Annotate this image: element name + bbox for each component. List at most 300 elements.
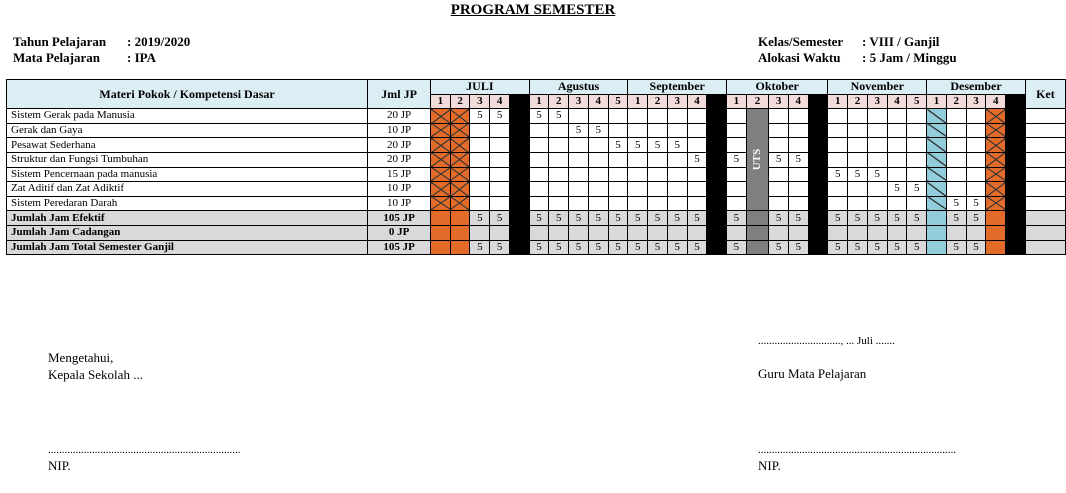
hours-cell xyxy=(966,123,986,138)
hours-cell xyxy=(828,138,848,153)
uts-cell xyxy=(746,240,768,255)
hours-cell xyxy=(687,225,707,240)
non-effective-cell xyxy=(431,196,451,211)
left-nip: NIP. xyxy=(48,458,71,473)
summary-row xyxy=(7,240,1066,255)
hours-cell: 5 xyxy=(588,240,608,255)
hours-cell xyxy=(1025,138,1065,153)
holiday-cell xyxy=(1006,167,1026,182)
hours-cell xyxy=(667,167,687,182)
header-week: 4 xyxy=(788,94,808,109)
hours-cell xyxy=(907,138,927,153)
hours-cell: 5 xyxy=(490,240,510,255)
hours-cell xyxy=(727,123,747,138)
header-week: 3 xyxy=(569,94,589,109)
info-value: : 2019/2020 xyxy=(127,34,191,49)
hours-cell xyxy=(1025,123,1065,138)
hours-cell: 5 xyxy=(490,211,510,226)
hours-cell: 5 xyxy=(828,211,848,226)
hours-cell xyxy=(490,196,510,211)
hours-cell xyxy=(588,152,608,167)
header-month: Agustus xyxy=(529,80,628,95)
holiday-cell xyxy=(808,182,828,197)
holiday-cell xyxy=(509,94,529,109)
jml-jp-cell: 10 JP xyxy=(368,182,431,197)
hours-cell xyxy=(727,225,747,240)
hours-cell: 5 xyxy=(788,211,808,226)
non-effective-cell xyxy=(986,109,1006,124)
holiday-cell xyxy=(1006,138,1026,153)
header-week: 3 xyxy=(867,94,887,109)
hours-cell xyxy=(788,196,808,211)
info-label: Kelas/Semester xyxy=(758,34,844,49)
hours-cell xyxy=(907,152,927,167)
hours-cell xyxy=(887,225,907,240)
semester-exam-cell xyxy=(927,138,947,153)
hours-cell xyxy=(1025,211,1065,226)
hours-cell xyxy=(867,225,887,240)
hours-cell xyxy=(946,152,966,167)
jml-jp-cell: 20 JP xyxy=(368,138,431,153)
hours-cell: 5 xyxy=(867,211,887,226)
non-effective-cell xyxy=(450,109,470,124)
hours-cell xyxy=(946,138,966,153)
holiday-cell xyxy=(707,225,727,240)
materi-cell: Sistem Pencernaan pada manusia xyxy=(7,167,368,182)
header-week: 3 xyxy=(769,94,789,109)
hours-cell xyxy=(966,138,986,153)
jml-jp-cell: 105 JP xyxy=(368,211,431,226)
holiday-cell xyxy=(1006,152,1026,167)
semester-exam-cell xyxy=(927,211,947,226)
hours-cell xyxy=(588,196,608,211)
non-effective-cell xyxy=(450,123,470,138)
hours-cell xyxy=(887,123,907,138)
hours-cell xyxy=(788,167,808,182)
non-effective-cell xyxy=(431,225,451,240)
hours-cell xyxy=(867,123,887,138)
holiday-cell xyxy=(509,138,529,153)
hours-cell xyxy=(667,182,687,197)
hours-cell: 5 xyxy=(769,152,789,167)
hours-cell xyxy=(946,225,966,240)
hours-cell xyxy=(966,109,986,124)
hours-cell: 5 xyxy=(549,211,569,226)
hours-cell xyxy=(549,138,569,153)
hours-cell xyxy=(569,138,589,153)
hours-cell: 5 xyxy=(907,211,927,226)
holiday-cell xyxy=(1006,109,1026,124)
hours-cell xyxy=(1025,240,1065,255)
holiday-cell xyxy=(1006,94,1026,109)
hours-cell: 5 xyxy=(648,138,668,153)
hours-cell: 5 xyxy=(946,211,966,226)
hours-cell xyxy=(529,138,549,153)
header-week: 3 xyxy=(966,94,986,109)
hours-cell xyxy=(490,123,510,138)
hours-cell: 5 xyxy=(608,211,628,226)
hours-cell xyxy=(648,225,668,240)
info-label: Tahun Pelajaran xyxy=(13,34,107,49)
hours-cell xyxy=(788,109,808,124)
hours-cell xyxy=(608,225,628,240)
principal-label: Kepala Sekolah ... xyxy=(48,367,143,382)
right-signature-line: ........................................................................ xyxy=(758,444,956,456)
jml-jp-cell: 20 JP xyxy=(368,109,431,124)
right-nip: NIP. xyxy=(758,458,781,473)
materi-cell: Pesawat Sederhana xyxy=(7,138,368,153)
non-effective-cell xyxy=(986,225,1006,240)
hours-cell xyxy=(608,182,628,197)
hours-cell xyxy=(549,225,569,240)
non-effective-cell xyxy=(450,152,470,167)
non-effective-cell xyxy=(450,138,470,153)
header-week: 1 xyxy=(431,94,451,109)
hours-cell: 5 xyxy=(828,167,848,182)
hours-cell xyxy=(769,225,789,240)
summary-label: Jumlah Jam Efektif xyxy=(7,211,368,226)
hours-cell xyxy=(569,182,589,197)
holiday-cell xyxy=(1006,211,1026,226)
jml-jp-cell: 10 JP xyxy=(368,123,431,138)
hours-cell xyxy=(788,138,808,153)
hours-cell xyxy=(470,182,490,197)
hours-cell xyxy=(828,109,848,124)
hours-cell: 5 xyxy=(828,240,848,255)
hours-cell xyxy=(907,109,927,124)
header-week: 4 xyxy=(588,94,608,109)
holiday-cell xyxy=(509,182,529,197)
hours-cell: 5 xyxy=(769,240,789,255)
hours-cell xyxy=(470,196,490,211)
uts-cell xyxy=(746,225,768,240)
hours-cell xyxy=(628,182,648,197)
header-month: Oktober xyxy=(727,80,828,95)
hours-cell: 5 xyxy=(529,240,549,255)
hours-cell xyxy=(667,123,687,138)
holiday-cell xyxy=(509,167,529,182)
header-week: 2 xyxy=(746,94,768,109)
hours-cell xyxy=(470,152,490,167)
hours-cell xyxy=(848,123,868,138)
hours-cell xyxy=(588,138,608,153)
info-value: : IPA xyxy=(127,50,157,65)
table-row xyxy=(7,182,1066,197)
non-effective-cell xyxy=(986,196,1006,211)
holiday-cell xyxy=(808,109,828,124)
hours-cell: 5 xyxy=(648,211,668,226)
hours-cell xyxy=(788,225,808,240)
hours-cell: 5 xyxy=(549,240,569,255)
hours-cell: 5 xyxy=(628,211,648,226)
header-month: JULI xyxy=(431,80,530,95)
hours-cell xyxy=(1025,152,1065,167)
hours-cell xyxy=(687,109,707,124)
hours-cell xyxy=(549,152,569,167)
holiday-cell xyxy=(509,152,529,167)
hours-cell xyxy=(1025,225,1065,240)
holiday-cell xyxy=(808,240,828,255)
hours-cell xyxy=(848,152,868,167)
info-label: Alokasi Waktu xyxy=(758,50,841,65)
left-signature-line: ...................................................................... xyxy=(48,444,241,456)
hours-cell: 5 xyxy=(687,240,707,255)
hours-cell xyxy=(687,123,707,138)
summary-row xyxy=(7,225,1066,240)
hours-cell: 5 xyxy=(966,211,986,226)
hours-cell xyxy=(490,167,510,182)
jml-jp-cell: 15 JP xyxy=(368,167,431,182)
hours-cell: 5 xyxy=(667,138,687,153)
info-right xyxy=(758,34,957,66)
hours-cell xyxy=(549,167,569,182)
holiday-cell xyxy=(1006,225,1026,240)
hours-cell: 5 xyxy=(667,211,687,226)
hours-cell xyxy=(549,123,569,138)
holiday-cell xyxy=(808,94,828,109)
hours-cell xyxy=(549,196,569,211)
hours-cell xyxy=(608,167,628,182)
hours-cell xyxy=(490,225,510,240)
holiday-cell xyxy=(509,240,529,255)
hours-cell xyxy=(887,109,907,124)
hours-cell xyxy=(727,109,747,124)
hours-cell xyxy=(529,123,549,138)
hours-cell xyxy=(887,152,907,167)
holiday-cell xyxy=(707,196,727,211)
hours-cell xyxy=(887,196,907,211)
hours-cell: 5 xyxy=(867,167,887,182)
semester-exam-cell xyxy=(927,167,947,182)
hours-cell: 5 xyxy=(887,182,907,197)
table-row xyxy=(7,196,1066,211)
hours-cell xyxy=(1025,196,1065,211)
holiday-cell xyxy=(1006,196,1026,211)
holiday-cell xyxy=(509,123,529,138)
non-effective-cell xyxy=(431,138,451,153)
header-month: September xyxy=(628,80,727,95)
header-week: 2 xyxy=(848,94,868,109)
semester-exam-cell xyxy=(927,182,947,197)
info-label: Mata Pelajaran xyxy=(13,50,101,65)
hours-cell xyxy=(687,182,707,197)
hours-cell: 5 xyxy=(946,196,966,211)
uts-cell xyxy=(746,211,768,226)
non-effective-cell xyxy=(450,225,470,240)
hours-cell xyxy=(848,196,868,211)
hours-cell xyxy=(867,138,887,153)
hours-cell xyxy=(470,225,490,240)
jml-jp-cell: 10 JP xyxy=(368,196,431,211)
hours-cell xyxy=(727,196,747,211)
hours-cell xyxy=(788,123,808,138)
hours-cell: 5 xyxy=(687,211,707,226)
hours-cell xyxy=(1025,167,1065,182)
table-row xyxy=(7,123,1066,138)
materi-cell: Gerak dan Gaya xyxy=(7,123,368,138)
holiday-cell xyxy=(509,109,529,124)
hours-cell xyxy=(470,123,490,138)
holiday-cell xyxy=(1006,123,1026,138)
hours-cell: 5 xyxy=(648,240,668,255)
hours-cell xyxy=(848,109,868,124)
hours-cell xyxy=(687,167,707,182)
hours-cell xyxy=(648,182,668,197)
info-value: : VIII / Ganjil xyxy=(862,34,940,49)
hours-cell: 5 xyxy=(887,240,907,255)
hours-cell xyxy=(648,152,668,167)
hours-cell xyxy=(549,182,569,197)
hours-cell: 5 xyxy=(569,211,589,226)
header-month: Desember xyxy=(927,80,1026,95)
header-week: 2 xyxy=(648,94,668,109)
header-week: 1 xyxy=(927,94,947,109)
holiday-cell xyxy=(707,94,727,109)
semester-exam-cell xyxy=(927,109,947,124)
hours-cell xyxy=(887,167,907,182)
holiday-cell xyxy=(808,196,828,211)
semester-exam-cell xyxy=(927,123,947,138)
hours-cell: 5 xyxy=(687,152,707,167)
non-effective-cell xyxy=(450,196,470,211)
hours-cell xyxy=(966,182,986,197)
hours-cell xyxy=(490,182,510,197)
hours-cell xyxy=(490,138,510,153)
hours-cell xyxy=(470,167,490,182)
header-week: 2 xyxy=(450,94,470,109)
hours-cell xyxy=(588,225,608,240)
hours-cell xyxy=(608,123,628,138)
hours-cell: 5 xyxy=(569,123,589,138)
hours-cell xyxy=(966,152,986,167)
hours-cell xyxy=(608,109,628,124)
hours-cell xyxy=(529,152,549,167)
holiday-cell xyxy=(1006,240,1026,255)
hours-cell xyxy=(867,182,887,197)
hours-cell xyxy=(848,225,868,240)
non-effective-cell xyxy=(986,123,1006,138)
hours-cell xyxy=(769,167,789,182)
hours-cell xyxy=(667,109,687,124)
hours-cell xyxy=(828,196,848,211)
holiday-cell xyxy=(808,152,828,167)
uts-cell xyxy=(746,109,768,211)
semester-exam-cell xyxy=(927,196,947,211)
hours-cell xyxy=(867,196,887,211)
holiday-cell xyxy=(509,225,529,240)
hours-cell xyxy=(907,196,927,211)
hours-cell xyxy=(648,196,668,211)
non-effective-cell xyxy=(450,182,470,197)
hours-cell xyxy=(907,123,927,138)
hours-cell xyxy=(788,182,808,197)
table-row xyxy=(7,138,1066,153)
hours-cell xyxy=(569,225,589,240)
header-week: 5 xyxy=(608,94,628,109)
hours-cell xyxy=(490,152,510,167)
holiday-cell xyxy=(707,240,727,255)
header-week: 3 xyxy=(470,94,490,109)
hours-cell: 5 xyxy=(727,240,747,255)
hours-cell xyxy=(769,138,789,153)
hours-cell xyxy=(1025,109,1065,124)
hours-cell: 5 xyxy=(848,240,868,255)
hours-cell xyxy=(907,225,927,240)
semester-exam-cell xyxy=(927,152,947,167)
materi-cell: Sistem Peredaran Darah xyxy=(7,196,368,211)
hours-cell xyxy=(667,196,687,211)
uts-label: UTS xyxy=(751,149,763,171)
hours-cell xyxy=(946,167,966,182)
jml-jp-cell: 20 JP xyxy=(368,152,431,167)
hours-cell: 5 xyxy=(470,109,490,124)
left-signature xyxy=(48,349,143,383)
hours-cell xyxy=(828,123,848,138)
holiday-cell xyxy=(1006,182,1026,197)
hours-cell xyxy=(727,167,747,182)
hours-cell xyxy=(608,196,628,211)
header-ket: Ket xyxy=(1025,80,1065,109)
materi-cell: Sistem Gerak pada Manusia xyxy=(7,109,368,124)
holiday-cell xyxy=(509,196,529,211)
hours-cell xyxy=(569,196,589,211)
hours-cell xyxy=(946,182,966,197)
hours-cell xyxy=(529,167,549,182)
hours-cell xyxy=(648,167,668,182)
hours-cell xyxy=(588,182,608,197)
date-line: .............................., ... Juli ....... xyxy=(758,335,895,347)
hours-cell xyxy=(628,225,648,240)
hours-cell xyxy=(867,109,887,124)
holiday-cell xyxy=(808,225,828,240)
holiday-cell xyxy=(707,138,727,153)
holiday-cell xyxy=(707,123,727,138)
hours-cell: 5 xyxy=(907,182,927,197)
non-effective-cell xyxy=(450,240,470,255)
hours-cell xyxy=(848,182,868,197)
header-jml-jp: Jml JP xyxy=(368,80,431,109)
header-week: 1 xyxy=(628,94,648,109)
hours-cell: 5 xyxy=(727,152,747,167)
hours-cell xyxy=(907,167,927,182)
hours-cell xyxy=(529,196,549,211)
hours-cell xyxy=(887,138,907,153)
summary-row xyxy=(7,211,1066,226)
materi-cell: Struktur dan Fungsi Tumbuhan xyxy=(7,152,368,167)
holiday-cell xyxy=(808,167,828,182)
non-effective-cell xyxy=(431,240,451,255)
holiday-cell xyxy=(707,211,727,226)
hours-cell: 5 xyxy=(569,240,589,255)
hours-cell: 5 xyxy=(788,240,808,255)
header-week: 4 xyxy=(887,94,907,109)
header-week: 1 xyxy=(828,94,848,109)
header-month: November xyxy=(828,80,927,95)
hours-cell xyxy=(628,109,648,124)
hours-cell: 5 xyxy=(867,240,887,255)
holiday-cell xyxy=(707,182,727,197)
table-row xyxy=(7,109,1066,124)
header-week: 4 xyxy=(986,94,1006,109)
page-title: PROGRAM SEMESTER xyxy=(450,2,616,18)
non-effective-cell xyxy=(431,109,451,124)
hours-cell: 5 xyxy=(628,240,648,255)
hours-cell xyxy=(966,167,986,182)
hours-cell xyxy=(946,109,966,124)
non-effective-cell xyxy=(986,211,1006,226)
hours-cell xyxy=(470,138,490,153)
summary-label: Jumlah Jam Total Semester Ganjil xyxy=(7,240,368,255)
